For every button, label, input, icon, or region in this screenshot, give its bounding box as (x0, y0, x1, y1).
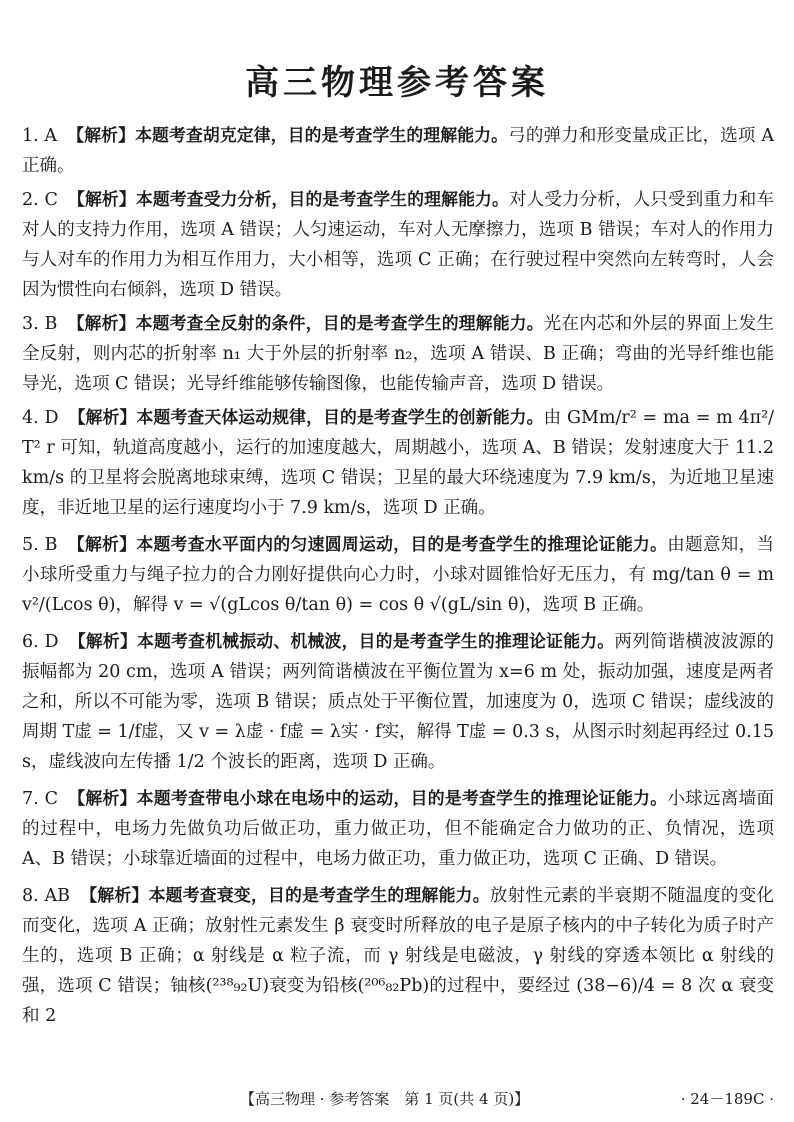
answer-number: 3. B (22, 314, 58, 334)
answer-body: 放射性元素的半衰期不随温度的变化而变化，选项 A 正确；放射性元素发生 β 衰变时所释放的电子是原子核内的中子转化为质子时产生的，选项 B 正确；α 射线是 α 粒子流，而 γ 射线是电磁波，γ 射线的穿透本领比 α 射线的强，选项 C 错误；铀核(²³⁸₉₂U)衰变为铅核(²⁰⁶₈₂Pb)的过程中，要经过 (38−6)/4 = 8 次 α 衰变和 2 (22, 886, 774, 1026)
answer-number: 8. AB (22, 886, 71, 906)
analysis-tag: 【解析】 (80, 885, 149, 905)
answer-item-5 (22, 529, 774, 620)
answer-body: 弓的弹力和形变量成正比，选项 A 正确。 (22, 126, 774, 176)
answer-item-7 (22, 783, 774, 874)
answer-body: 对人受力分析，人只受到重力和车对人的支持力作用，选项 A 错误；人匀速运动，车对人无摩擦力，选项 B 错误；车对人的作用力与人对车的作用力为相互作用力，大小相等，选项 C 正确；在行驶过程中突然向左转弯时，人会因为惯性向右倾斜，选项 D 错误。 (22, 190, 774, 300)
answer-number: 2. C (22, 190, 58, 210)
answer-heading: 本题考查全反射的条件，目的是考查学生的理解能力。 (135, 313, 544, 333)
answer-number: 7. C (22, 789, 58, 809)
footer-page-info: 【高三物理 · 参考答案 第 1 页(共 4 页)】 (240, 1090, 530, 1108)
answer-number: 5. B (22, 535, 58, 555)
analysis-tag: 【解析】 (67, 534, 137, 554)
answer-body: 由 GMm/r² = ma = m 4π²/T² r 可知，轨道高度越小，运行的加速度越大，周期越小，选项 A、B 错误；发射速度大于 11.2 km/s 的卫星将会脱离地球束缚，选项 C 错误；卫星的最大环绕速度为 7.9 km/s，为近地卫星速度，非近地卫星的运行速度均小于 7.9 km/s，选项 D 正确。 (22, 408, 774, 518)
answer-list (22, 120, 774, 1034)
answer-heading: 本题考查胡克定律，目的是考查学生的理解能力。 (135, 125, 509, 145)
answer-heading: 本题考查水平面内的匀速圆周运动，目的是考查学生的推理论证能力。 (136, 534, 668, 554)
answer-number: 1. A (22, 126, 58, 146)
answer-item-4 (22, 402, 774, 523)
answer-item-8 (22, 880, 774, 1031)
answer-number: 6. D (22, 632, 59, 652)
answer-body: 两列简谐横波波源的振幅都为 20 cm，选项 A 错误；两列简谐横波在平衡位置为 x=6 m 处，振动加强，速度是两者之和，所以不可能为零，选项 B 错误；质点处于平衡位置，加速度为 0，选项 C 错误；虚线波的周期 T虚 = 1/f虚，又 v = λ虚 · f虚 = λ实 · f实，解得 T虚 = 0.3 s，从图示时刻起再经过 0.15 s，虚线波向左传播 1/2 个波长的距离，选项 D 正确。 (22, 632, 774, 772)
answer-heading: 本题考查衰变，目的是考查学生的理解能力。 (148, 885, 490, 905)
answer-heading: 本题考查机械振动、机械波，目的是考查学生的推理论证能力。 (137, 631, 615, 651)
analysis-tag: 【解析】 (68, 631, 138, 651)
analysis-tag: 【解析】 (67, 189, 136, 209)
analysis-tag: 【解析】 (67, 788, 137, 808)
footer-code: · 24－189C · (680, 1090, 774, 1108)
answer-item-3 (22, 308, 774, 399)
page-title: 高三物理参考答案 (245, 63, 549, 103)
answer-body: 光在内芯和外层的界面上发生全反射，则内芯的折射率 n₁ 大于外层的折射率 n₂，选项 A 错误、B 正确；弯曲的光导纤维也能导光，选项 C 错误；光导纤维能够传输图像，也能传输声音，选项 D 错误。 (22, 314, 775, 394)
answer-number: 4. D (22, 408, 59, 428)
answer-heading: 本题考查带电小球在电场中的运动，目的是考查学生的推理论证能力。 (136, 788, 668, 808)
analysis-tag: 【解析】 (67, 313, 136, 333)
analysis-tag: 【解析】 (67, 125, 136, 145)
analysis-tag: 【解析】 (68, 407, 137, 427)
answer-item-6 (22, 626, 774, 777)
answer-body: 由题意知，当小球所受重力与绳子拉力的合力刚好提供向心力时，小球对圆锥恰好无压力，有 mg/tan θ = m v²/(Lcos θ)，解得 v = √(gLcos θ/tan θ) = cos θ √(gL/sin θ)，选项 B 正确。 (22, 535, 774, 615)
answer-body: 小球远离墙面的过程中，电场力先做负功后做正功，重力做正功，但不能确定合力做功的正、负情况，选项 A、B 错误；小球靠近墙面的过程中，电场力做正功，重力做正功，选项 C 正确、D 错误。 (22, 789, 774, 869)
answer-item-2 (22, 184, 774, 305)
answer-heading: 本题考查受力分析，目的是考查学生的理解能力。 (135, 189, 509, 209)
answer-item-1 (22, 120, 774, 181)
answer-heading: 本题考查天体运动规律，目的是考查学生的创新能力。 (136, 407, 544, 427)
